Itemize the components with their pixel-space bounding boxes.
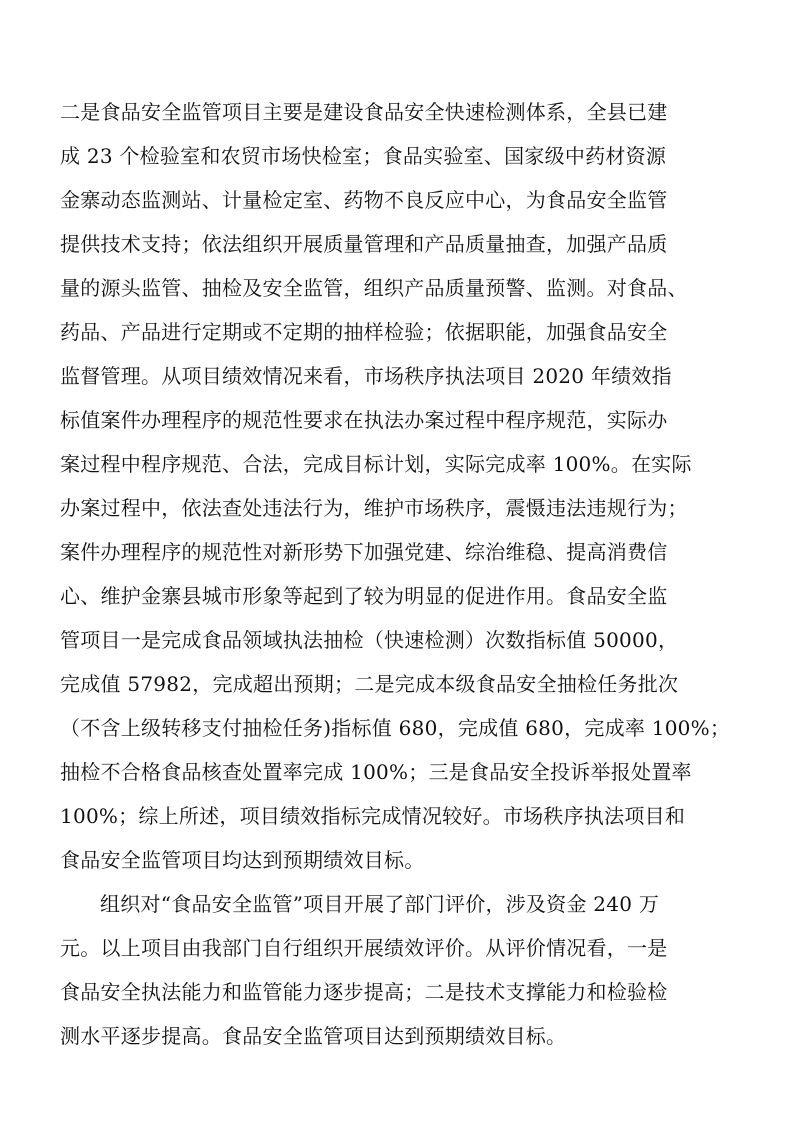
paragraph-1-line-16: 抽检不合格食品核查处置率完成 100%；三是食品安全投诉举报处置率 <box>60 760 692 784</box>
paragraph-1-line-2: 成 23 个检验室和农贸市场快检室；食品实验室、国家级中药材资源 <box>60 144 667 168</box>
paragraph-1-line-18: 食品安全监管项目均达到预期绩效目标。 <box>60 848 425 872</box>
paragraph-1-line-14: 完成值 57982，完成超出预期；二是完成本级食品安全抽检任务批次 <box>60 672 679 696</box>
paragraph-2-line-4: 测水平逐步提高。食品安全监管项目达到预期绩效目标。 <box>60 1024 567 1048</box>
paragraph-1-line-6: 药品、产品进行定期或不定期的抽样检验；依据职能，加强食品安全 <box>60 320 668 344</box>
paragraph-1-line-8: 标值案件办理程序的规范性要求在执法办案过程中程序规范，实际办 <box>60 408 668 432</box>
paragraph-1-line-9: 案过程中程序规范、合法，完成目标计划，实际完成率 100%。在实际 <box>60 452 692 476</box>
paragraph-1-line-11: 案件办理程序的规范性对新形势下加强党建、综治维稳、提高消费信 <box>60 540 668 564</box>
paragraph-1-line-4: 提供技术支持；依法组织开展质量管理和产品质量抽查，加强产品质 <box>60 232 668 256</box>
paragraph-2-line-3: 食品安全执法能力和监管能力逐步提高；二是技术支撑能力和检验检 <box>60 980 668 1004</box>
paragraph-1-line-15: （不含上级转移支付抽检任务)指标值 680，完成值 680，完成率 100%； <box>60 716 731 740</box>
paragraph-2-line-2: 元。以上项目由我部门自行组织开展绩效评价。从评价情况看，一是 <box>60 936 668 960</box>
paragraph-1-line-7: 监督管理。从项目绩效情况来看，市场秩序执法项目 2020 年绩效指 <box>60 364 672 388</box>
paragraph-2-line-1: 组织对“食品安全监管”项目开展了部门评价，涉及资金 240 万 <box>100 892 660 916</box>
paragraph-1-line-13: 管项目一是完成食品领域执法抽检（快速检测）次数指标值 50000， <box>60 628 679 652</box>
paragraph-1-line-1: 二是食品安全监管项目主要是建设食品安全快速检测体系，全县已建 <box>60 100 668 124</box>
paragraph-1-line-12: 心、维护金寨县城市形象等起到了较为明显的促进作用。食品安全监 <box>60 584 668 608</box>
paragraph-1-line-3: 金寨动态监测站、计量检定室、药物不良反应中心，为食品安全监管 <box>60 188 668 212</box>
paragraph-1-line-10: 办案过程中，依法查处违法行为，维护市场秩序，震慑违法违规行为； <box>60 496 688 520</box>
paragraph-1-line-5: 量的源头监管、抽检及安全监管，组织产品质量预警、监测。对食品、 <box>60 276 688 300</box>
paragraph-1-line-17: 100%；综上所述，项目绩效指标完成情况较好。市场秩序执法项目和 <box>60 804 686 828</box>
